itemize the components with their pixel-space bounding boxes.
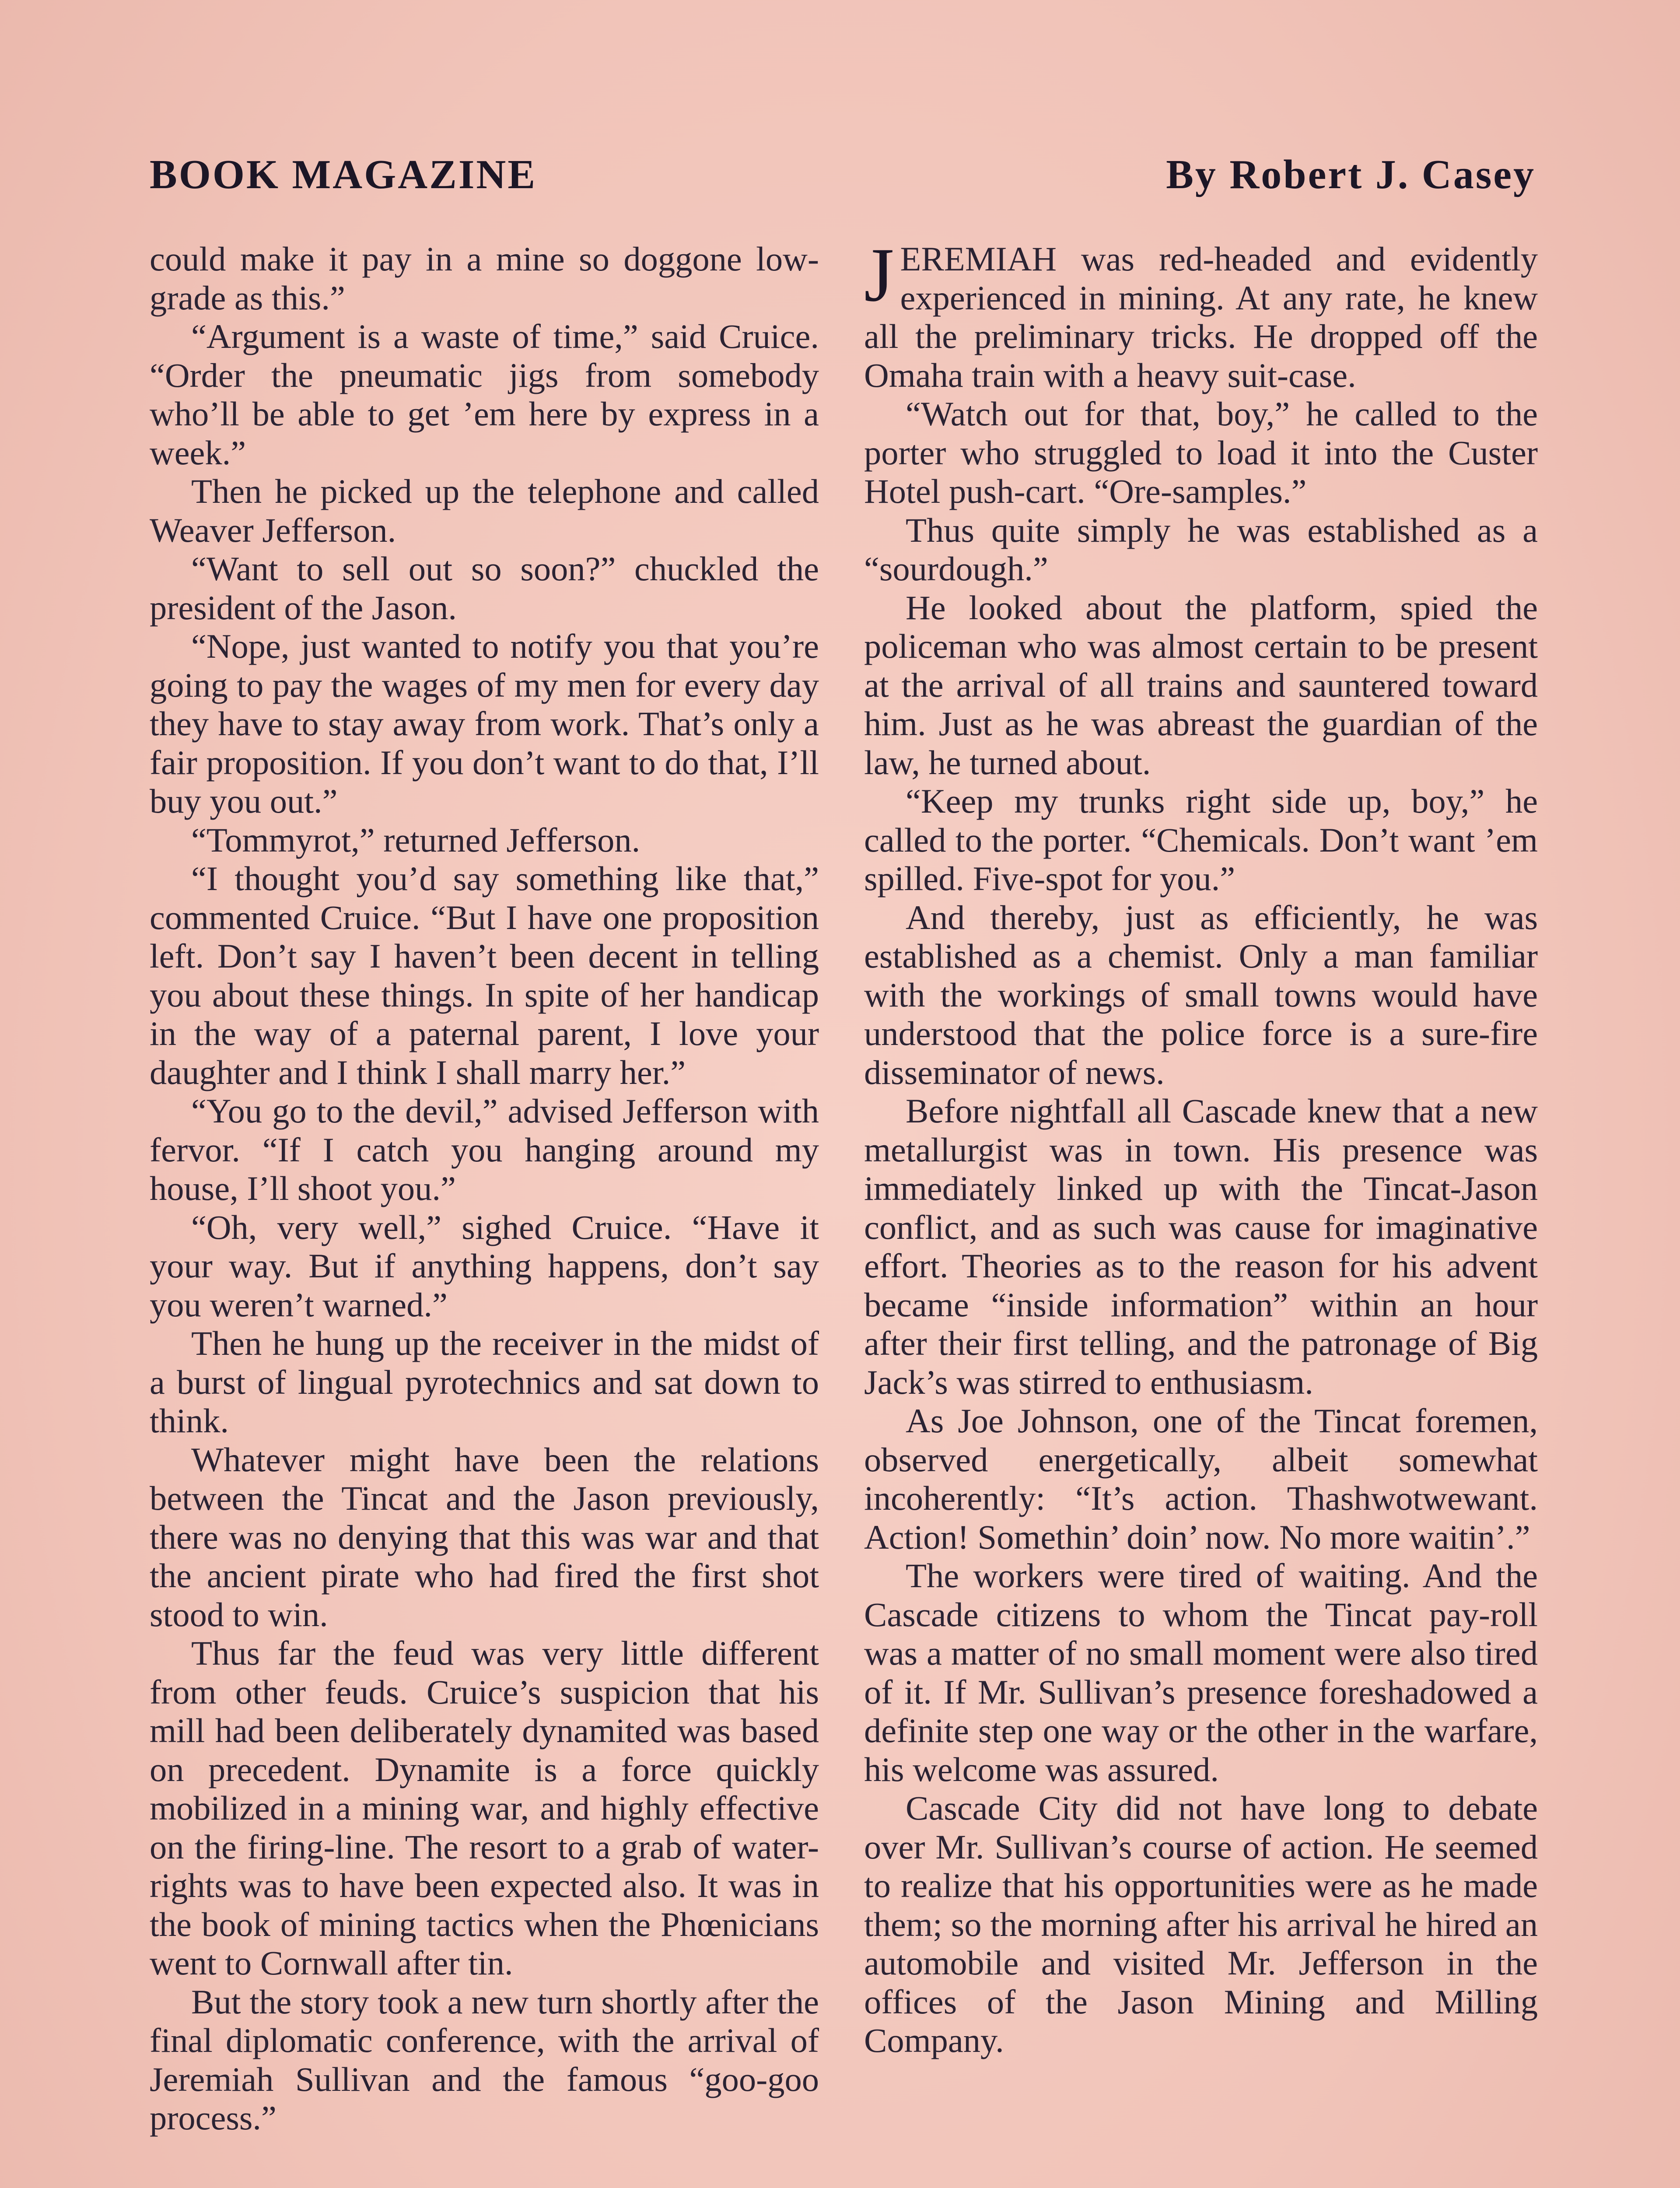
- right-column: [864, 232, 1538, 2188]
- paragraph: “Oh, very well,” sighed Cruice. “Have it your way. But if anything happens, don’t say you weren’t warned.”: [150, 1208, 819, 1324]
- paragraph: “I thought you’d say something like that,” commented Cruice. “But I have one proposition left. Don’t say I haven’t been decent in telling you about these things. In spite of her handicap in the way of a paternal parent, I love your daughter and I think I shall marry her.”: [150, 859, 819, 1091]
- paragraph: “Nope, just wanted to notify you that you’re going to pay the wages of my men for every day they have to stay away from work. That’s only a fair proposition. If you don’t want to do that, I’ll buy you out.”: [150, 627, 819, 820]
- drop-cap: J: [864, 232, 894, 318]
- magazine-title: BOOK MAGAZINE: [150, 152, 537, 197]
- paragraph: The workers were tired of waiting. And the Cascade citizens to whom the Tincat pay-roll was a matter of no small moment were also tired of it. If Mr. Sullivan’s presence foreshadowed a definite step one way or the other in the warfare, his welcome was assured.: [864, 1557, 1538, 1788]
- paragraph: “Watch out for that, boy,” he called to the porter who struggled to load it into the Custer Hotel push-cart. “Ore-samples.”: [864, 395, 1538, 510]
- paragraph: Before nightfall all Cascade knew that a new metallurgist was in town. His presence was immediately linked up with the Tincat-Jason conflict, and as such was cause for imaginative effort. Theories as to the reason for his advent became “inside information” within an hour after their first telling, and the patronage of Big Jack’s was stirred to enthusiasm.: [864, 1092, 1538, 1401]
- paragraph: “Want to sell out so soon?” chuckled the president of the Jason.: [150, 550, 819, 627]
- opening-paragraph: [864, 232, 1538, 395]
- paragraph: could make it pay in a mine so doggone low-grade as this.”: [150, 240, 819, 317]
- paragraph: He looked about the platform, spied the policeman who was almost certain to be present at the arrival of all trains and sauntered toward him. Just as he was abreast the guardian of the law, he turned about.: [864, 588, 1538, 782]
- paragraph: Thus quite simply he was established as a “sourdough.”: [864, 511, 1538, 588]
- paragraph: “Tommyrot,” returned Jefferson.: [191, 820, 640, 859]
- paragraph: And thereby, just as efficiently, he was established as a chemist. Only a man familiar with the workings of small towns would have understood that the police force is a sure-fire disseminator of news.: [864, 898, 1538, 1091]
- opening-paragraph-text: EREMIAH was red-headed and evidently experienced in mining. At any rate, he knew all the preliminary tricks. He dropped off the Omaha train with a heavy suit-case.: [864, 240, 1538, 394]
- paragraph: Then he hung up the receiver in the midst of a burst of lingual pyrotechnics and sat down to think.: [150, 1324, 819, 1440]
- paragraph: Then he picked up the telephone and called Weaver Jefferson.: [150, 472, 819, 549]
- paragraph: “Keep my trunks right side up, boy,” he called to the porter. “Chemicals. Don’t want ’em spilled. Five-spot for you.”: [864, 782, 1538, 898]
- paragraph: But the story took a new turn shortly after the final diplomatic conference, with the arrival of Jeremiah Sullivan and the famous “goo-goo process.”: [150, 1982, 819, 2137]
- left-column: [150, 240, 819, 2188]
- author-byline: By Robert J. Casey: [1166, 152, 1536, 197]
- paragraph: Cascade City did not have long to debate over Mr. Sullivan’s course of action. He seemed to realize that his opportunities were as he made them; so the morning after his arrival he hired an automobile and visited Mr. Jefferson in the offices of the Jason Mining and Milling Company.: [864, 1789, 1538, 2059]
- paragraph: Whatever might have been the relations between the Tincat and the Jason previously, there was no denying that this was war and that the ancient pirate who had fired the first shot stood to win.: [150, 1440, 819, 1634]
- paragraph: “You go to the devil,” advised Jefferson with fervor. “If I catch you hanging around my house, I’ll shoot you.”: [150, 1092, 819, 1207]
- paragraph: As Joe Johnson, one of the Tincat foremen, observed energetically, albeit somewhat incoherently: “It’s action. Thashwotwewant. Action! Somethin’ doin’ now. No more waitin’.”: [864, 1402, 1538, 1556]
- paragraph: Thus far the feud was very little different from other feuds. Cruice’s suspicion that his mill had been deliberately dynamited was based on precedent. Dynamite is a force quickly mobilized in a mining war, and highly effective on the firing-line. The resort to a grab of water-rights was to have been expected also. It was in the book of mining tactics when the Phœnicians went to Cornwall after tin.: [150, 1634, 819, 1982]
- paragraph: “Argument is a waste of time,” said Cruice. “Order the pneumatic jigs from somebody who’ll be able to get ’em here by express in a week.”: [150, 317, 819, 472]
